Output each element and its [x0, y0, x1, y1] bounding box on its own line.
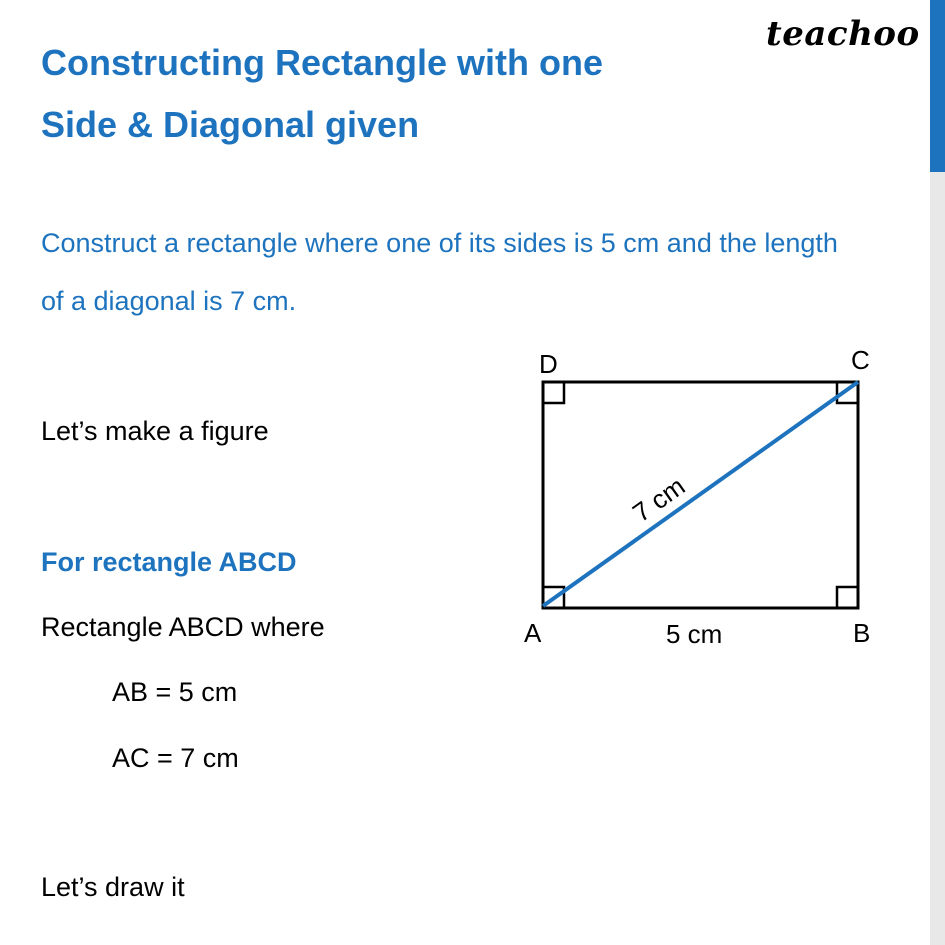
- rectangle-where-text: Rectangle ABCD where: [41, 612, 325, 642]
- question-text-line-2: of a diagonal is 7 cm.: [41, 286, 297, 316]
- right-angle-marker-d: [543, 382, 564, 403]
- ac-length-text: AC = 7 cm: [112, 743, 239, 773]
- draw-it-text: Let’s draw it: [41, 872, 185, 902]
- make-figure-text: Let’s make a figure: [41, 416, 269, 446]
- vertex-label-d: D: [539, 349, 558, 379]
- question-text-line-1: Construct a rectangle where one of its sides is 5 cm and the length: [41, 228, 838, 258]
- vertex-label-b: B: [853, 618, 871, 648]
- vertex-label-c: C: [851, 345, 870, 375]
- diagonal-ac: [543, 382, 858, 606]
- page-title-line-1: Constructing Rectangle with one: [41, 42, 604, 83]
- side-ab-label: 5 cm: [666, 619, 723, 649]
- page-title-line-2: Side & Diagonal given: [41, 104, 420, 145]
- ab-length-text: AB = 5 cm: [112, 677, 238, 707]
- vertex-label-a: A: [524, 618, 542, 648]
- rectangle-heading: For rectangle ABCD: [41, 547, 297, 577]
- right-angle-marker-b: [837, 587, 858, 608]
- teachoo-logo: teachoo: [766, 14, 920, 54]
- diagonal-ac-label: 7 cm: [627, 470, 691, 528]
